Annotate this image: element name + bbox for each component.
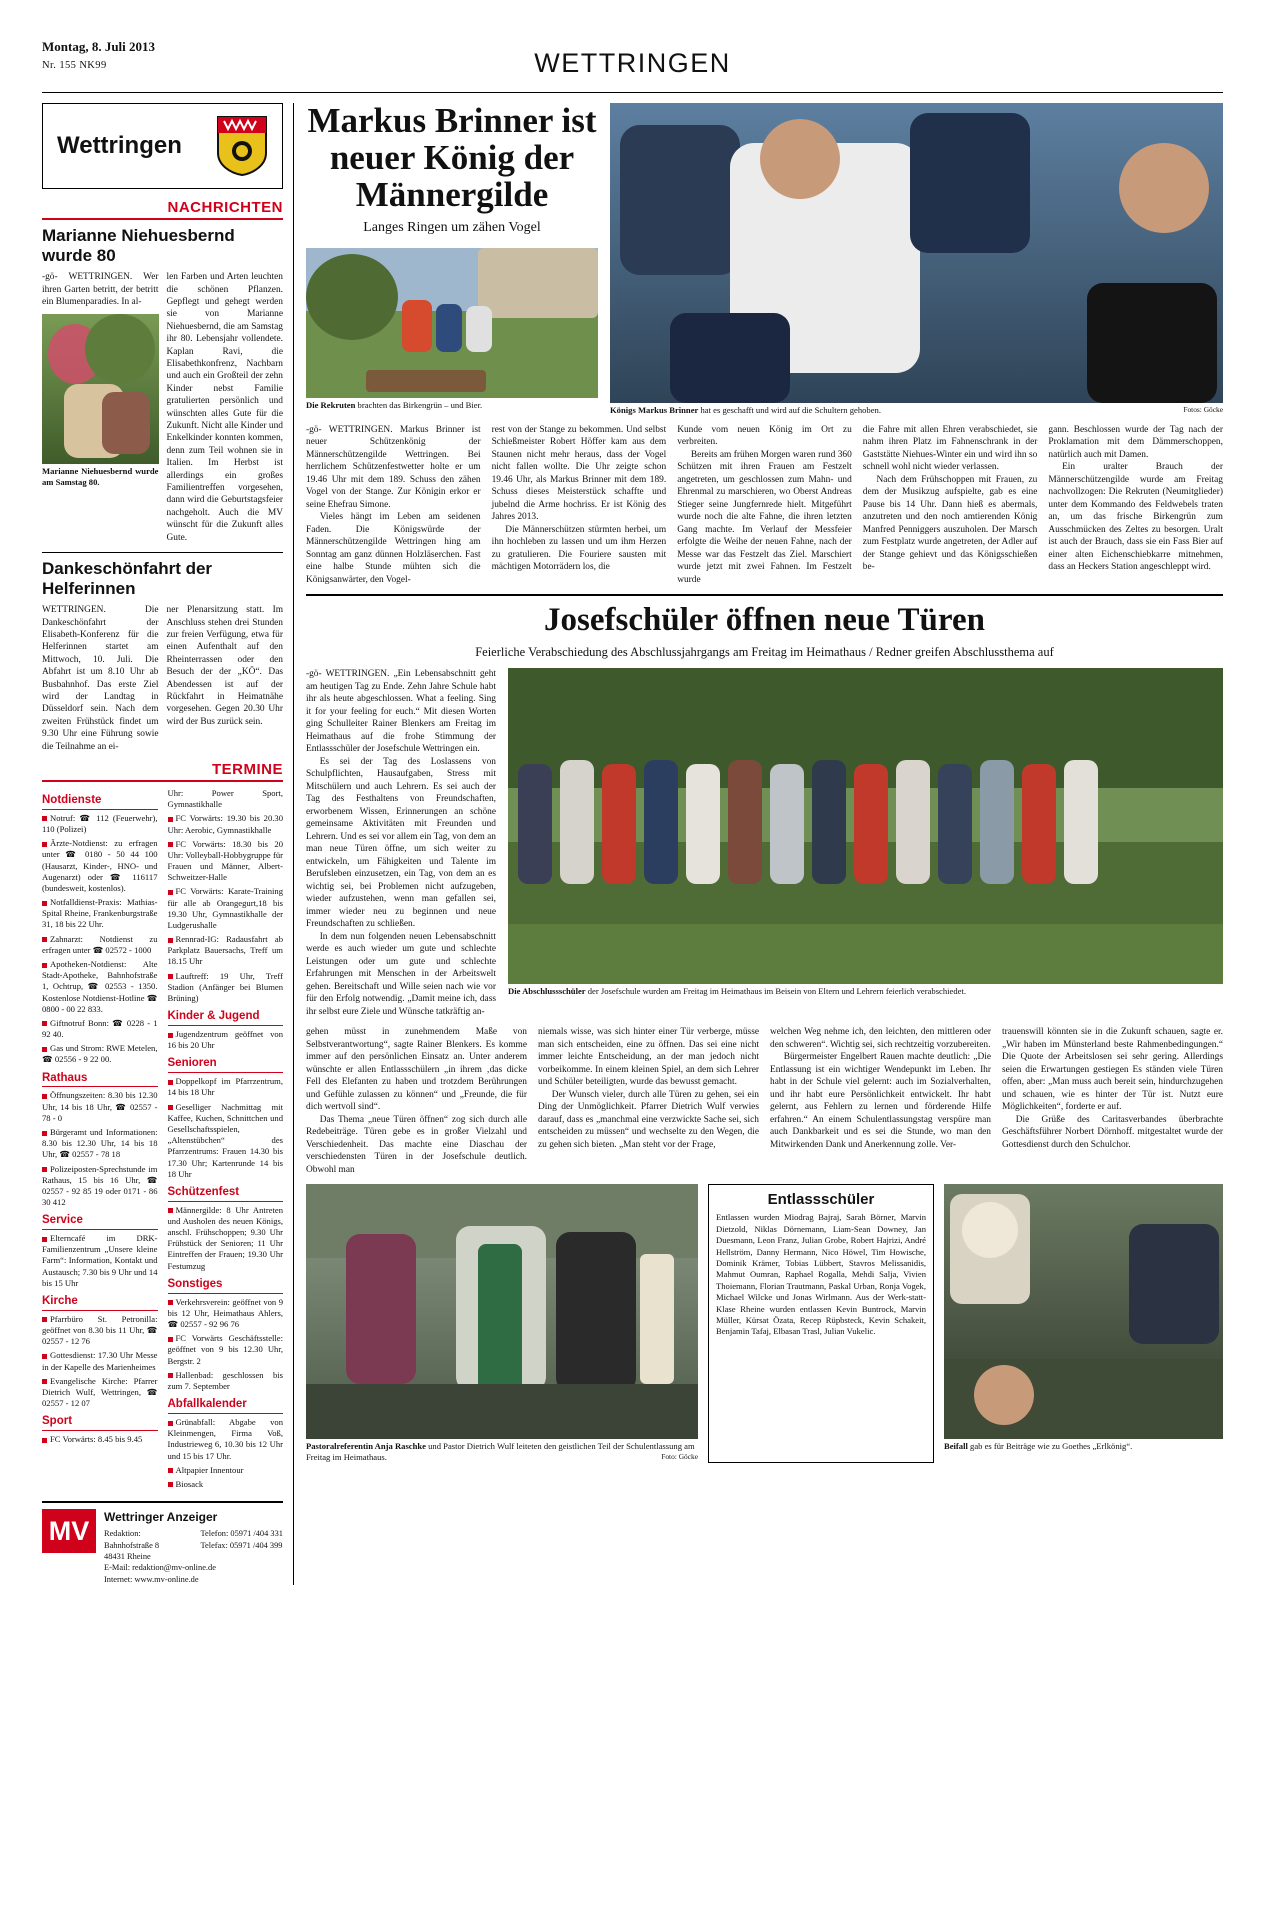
termine-c1-text-18: Sport [42,1415,73,1428]
entlassschueler-list: Entlassen wurden Miodrag Bajraj, Sarah Börner, Marvin Dietzold, Niklas Dörnemann, Liam-Sean Downey, Jan Duesmann, Leon Franz, Julian Grobe, Robert Hajrizi, André Hellström, Danny Hermann, Nico Höwel, Tim Howische, Dominik Krämer, Tobias Lübbert, Stavros Melissanidis, Mahmut Oumran, Raphael Rogalla, Mehdi Salja, Vivien Thoiemann, Florian Trautmann, Paskal Urban, Ronja Vogek, Michael Wilcke und Jonas Wirlmann. Aus der Werk-statt-Klase Rheine wurden entlassen Kevin Buntrock, Marvin Müller, Kürsat Özata, Recep Rüpbsteck, Kevin Schakeit, Benjamin Tafaj, Elbasan Trasl, Julian Vukelic. [716,1212,926,1337]
photo-gottesdienst [306,1184,698,1439]
main-article1-head-block [306,103,598,416]
termine-entry [42,1434,158,1445]
termine-c2-text-8: Senioren [167,1057,217,1070]
termine-c2-text-19: Altpapier Innentour [175,1464,244,1475]
bullet-square-icon [42,1131,47,1136]
termine-entry [168,1102,284,1180]
main-article1-col1 [306,424,481,587]
paragraph: -gö- WETTRINGEN. Markus Brinner ist neuer Schützenkönig der Männerschützengilde Wettringen. Bei herrlichem Schützenfestwetter holte er um 19.46 Uhr mit dem 189. Schuss den zähen Vogel von der Stange. Zur Königin erkor er seine Ehefrau Simone. [306,424,481,510]
paragraph: rest von der Stange zu bekommen. Und selbst Schießmeister Robert Höffer kam aus dem Staunen nicht mehr heraus, dass der Vogel nicht fallen wollte. Die Uhr zeigte schon 19.46 Uhr, als Markus Brinner mit dem 189. Schuss dieses Meisterstück schaffte und jubelnd die Arme hochriss. Er ist König des Jahres 2013. [491,424,667,523]
termine-c1-text-19: FC Vorwärts: 8.45 bis 9.45 [50,1434,143,1445]
imprint-web: Internet: www.mv-online.de [104,1574,199,1584]
main-article2-lead [306,668,496,1018]
bullet-square-icon [168,1482,173,1487]
termine-entry [42,1350,158,1372]
termine-c2-text-11: Schützenfest [167,1185,240,1198]
photo-koenig-caption [610,405,1223,416]
termine-columns [42,788,283,1493]
termine-entry [42,1043,158,1065]
main-article2-col4 [1002,1026,1223,1176]
termine-c2-text-9: Doppelkopf im Pfarrzentrum, 14 bis 18 Uhr [167,1076,283,1098]
issue-number: Nr. 155 NK99 [42,59,107,71]
bullet-square-icon [168,1300,173,1305]
paragraph: gann. Beschlossen wurde der Tag nach der Proklamation mit dem Dämmerschoppen, natürlich auch mit Damen. [1048,424,1223,460]
bullet-square-icon [42,1354,47,1359]
termine-entry [42,1018,158,1040]
left-article1-col2: len Farben und Arten leuchten die schönen Pflanzen. Gepflegt und gehegt werden sie von Marianne Niehuesbernd, die am Samstag ihr 80. Lebensjahr vollendete. Kaplan Ravi, die Elisabethkonfrenz, Nachbarn und auch ein Großteil der zehn Kinder nebst Familie gratulierten persönlich und wünschten alles Gute für die Zukunft. Nicht alle Kinder und Enkelkinder konnten kommen, denn zum Teil wohnen sie in Italien. Im Herbst ist allerdings ein großes Familientreffen vorgesehen, dann wird die Geburtstagsfeier nachgeholt. Auch die MV wünscht für die Zukunft alles Gute. [166,272,283,543]
bullet-square-icon [168,1208,173,1213]
paragraph: Es sei der Tag des Loslassens von Schulpflichten, Hausaufgaben, Stress mit Mitschülern und auch Lehrern. Es sei auch der Tag des Festhaltens von Freundschaften, erworbenem Wissen, Erinnerungen an schöne gemeinsame Aktivitäten mit Freunden und Lehrern. Und es sei vor allem ein Tag, von dem an man neue Türen öffne, um sich weiter zu entwickeln, um Fähigkeiten und Talente im Berufsleben einzusetzen, ein Tag, von dem an es wichtig sei, bei Problemen nicht aufzugeben, wieder aufzustehen, wenn man gefallen sei, immer wieder neu zu beginnen und neue Freundschaften zu schließen. [306,756,496,930]
photo-marianne-caption [42,466,159,487]
main-article1-col2 [492,424,667,587]
photo-erlkoenig-caption [944,1441,1223,1452]
termine-entry [168,1205,284,1272]
bullet-square-icon [42,842,47,847]
photo-rekruten [306,248,598,398]
photo-marianne-caption-bold: Marianne Niehuesbernd wurde am Samstag 80. [42,466,159,488]
termine-entry [42,838,158,894]
left-article1-col1 [42,271,159,544]
photo-gottesdienst-caption-text: und Pastor Dietrich Wulf leiteten den geistlichen Teil der Schulentlassung am Freitag im Heimathaus. [306,1441,695,1462]
paragraph: die Fahre mit allen Ehren verabschiedet, sie nahm ihren Platz im Fahnenschrank in der Gaststätte Niehues-Winter ein und wird ihn so schnell wohl nicht wieder verlassen. [862,424,1038,473]
mv-logo: MV [42,1509,96,1553]
termine-entry [168,1333,284,1367]
paragraph: Die Grüße des Caritasverbandes überbrachte Geschäftsführer Norbert Dörnhoff. mitgestaltet wurde der Gottesdienst durch den Schulchor. [1002,1114,1223,1150]
termine-subheading [42,1414,158,1431]
photo-gottesdienst-credit: Foto: Göcke [661,1451,698,1461]
termine-entry [168,1076,284,1098]
paragraph: Ein uralter Brauch der Männerschützengilde wurde am Freitag nachvollzogen: Die Rekruten (Neumitglieder) unter dem Kommando des Feldwebels traten an, um das frische Birkengrün zum Ausschmücken des Zeltes zu besorgen. Uralt ist auch der Brauch, dass sie ein Fass Bier auf einer alten Eichenschiebkarre mitnehmen, dass an Heckers Station angeschleppt wird. [1048,462,1223,573]
termine-c2-text-16: Hallenbad: geschlossen bis zum 7. September [167,1369,283,1391]
termine-c1-text-17: Evangelische Kirche: Pfarrer Dietrich Wulf, Wettringen, ☎ 02557 - 12 07 [42,1375,158,1409]
photo-rekruten-caption [306,400,598,411]
termine-c1-text-11: Polizeiposten-Sprechstunde im Rathaus, 15 bis 16 Uhr, ☎ 02557 - 92 85 19 oder 0171 - 86 30 412 [42,1163,158,1208]
termine-entry [168,1029,284,1051]
left-divider-1 [42,552,283,553]
paragraph: Vieles hängt im Leben am seidenen Faden. Die Königswürde der Männerschützengilde Wettringen hing am Sonntag am ganz dünnen Holzläserchen. Fast eine halbe Stunde mühten sich die Königsanwärter, den Vogel- [306,512,481,585]
imprint [42,1501,283,1585]
main-bottom-row [306,1184,1223,1462]
main-article1-top [306,103,1223,416]
termine-column-2 [168,788,284,1493]
termine-c2-text-17: Abfallkalender [167,1398,247,1411]
termine-c1-text-13: Elterncafé im DRK-Familienzentrum „Unsere kleine Farm“: Information, Kontakt und Austausch; 7.30 bis 9 Uhr und 14 bis 15 Uhr [42,1233,158,1288]
photo-erlkoenig-caption-bold: Beifall [944,1441,968,1452]
termine-entry [168,886,284,931]
main-article1-col4 [863,424,1038,587]
termine-c2-text-12: Männergilde: 8 Uhr Antreten und Ausholen des neuen Königs, anschl. Frühschoppen; 9.30 Uhr Frühstück der Senioren; 11 Uhr Eintreffen der Frauen; 19.30 Uhr Festumzug [167,1204,283,1271]
termine-entry [168,839,284,884]
main-article2-col1 [306,1026,527,1176]
termine-subheading [42,1071,158,1088]
termine-c1-text-16: Gottesdienst: 17.30 Uhr Messe in der Kapelle des Marienheimes [42,1350,158,1372]
masthead-rule [42,92,1223,93]
termine-c2-text-3: FC Vorwärts: Karate-Training für alle ab Orangegurt,18 bis 19.30 Uhr, Gymnastikhalle der Ludgerushalle [167,886,283,930]
termine-subheading [42,1294,158,1311]
termine-c2-text-1: FC Vorwärts: 19.30 bis 20.30 Uhr: Aerobic, Gymnastikhalle [167,813,283,835]
bullet-square-icon [42,1237,47,1242]
main-article1-subhead: Langes Ringen um zähen Vogel [363,220,541,236]
photo-abschluss-caption-text: der Josefschule wurden am Freitag im Heimathaus im Beisein von Eltern und Lehrern feierlich verabschiedet. [585,986,966,997]
bullet-square-icon [42,1317,47,1322]
bullet-square-icon [42,1094,47,1099]
termine-entry [42,959,158,1015]
termine-c2-text-20: Biosack [175,1478,204,1489]
imprint-text [104,1509,283,1585]
main-article2-photo-block [508,668,1223,1018]
termine-column-1 [42,788,158,1493]
photo-erlkoenig-caption-text: gab es für Beiträge wie zu Goethes „Erlkönig“. [967,1441,1133,1452]
photo-gottesdienst-caption-bold: Pastoralreferentin Anja Raschke [306,1441,426,1452]
termine-c2-text-13: Sonstiges [167,1277,223,1290]
bullet-square-icon [42,1438,47,1443]
bullet-square-icon [42,816,47,821]
termine-c2-text-7: Jugendzentrum geöffnet von 16 bis 20 Uhr [167,1029,283,1051]
termine-c1-text-15: Pfarrbüro St. Petronilla: geöffnet von 8.30 bis 11 Uhr, ☎ 02557 - 12 76 [42,1313,158,1347]
main-article1-body [306,424,1223,587]
left-article1-headline: Marianne Niehuesbernd wurde 80 [42,226,235,265]
bullet-square-icon [42,963,47,968]
termine-entry [168,1417,284,1462]
paragraph: Nach dem Frühschoppen mit Frauen, zu dem der Musikzug aufspielte, gab es eine Pause bis 14 Uhr. Dann hieß es abermals, anzutreten und den noch amtierenden König Manfred Penniggers auszuholen. Der Marsch zum Festplatz wurde angetreten, der Adler auf der Stange gehievt und das Königsschießen be- [862,474,1038,573]
termine-entry [168,813,284,835]
bullet-square-icon [42,901,47,906]
termine-c1-text-3: Notfalldienst-Praxis: Mathias-Spital Rheine, Frankenburgstraße 31, 18 bis 22 Uhr. [42,897,158,930]
termine-subheading [168,1397,284,1414]
photo-gottesdienst-caption [306,1441,698,1462]
termine-subheading [168,1277,284,1294]
termine-entry [42,813,158,835]
termine-entry [168,971,284,1005]
termine-entry [168,1479,284,1490]
main-article2-col3 [770,1026,991,1176]
termine-c2-text-5: Lauftreff: 19 Uhr, Treff Stadion (Anfänger bei Blumen Brüning) [167,970,283,1003]
section-termine-heading: TERMINE [42,761,283,782]
bullet-square-icon [168,1468,173,1473]
termine-c1-text-7: Gas und Strom: RWE Metelen, ☎ 02556 - 9 22 00. [42,1043,158,1065]
main-divider [306,594,1223,596]
left-article2-body [42,604,283,753]
termine-subheading [168,1056,284,1073]
main-article1-col3 [677,424,852,587]
left-article2-col2: ner Plenarsitzung statt. Im Anschluss stehen drei Stunden zur freien Verfügung, etwa für einen Aufenthalt auf den Rheinterrassen oder den Besuch der der „KÖ“. Das Abendessen ist auf der Rückfahrt in Heimatnähe vorgesehen. Gegen 20.30 Uhr wird der Bus zurück sein. [166,605,283,727]
village-banner [42,103,283,189]
page-title: WETTRINGEN [534,48,731,78]
photo-rekruten-caption-bold: Die Rekruten [306,400,356,411]
photo-koenig-credit: Fotos: Göcke [1183,405,1223,414]
photo-koenig-caption-text: hat es geschafft und wird auf die Schultern gehoben. [698,405,881,415]
termine-c1-text-2: Ärzte-Notdienst: zu erfragen unter ☎ 0180 - 50 44 100 (Hausarzt, Kinder-, HNO- und Augenarzt) oder ☎ 116117 (bundesweit, kostenlos). [42,838,158,893]
bullet-square-icon [42,1021,47,1026]
photo-rekruten-caption-text: brachten das Birkengrün – und Bier. [355,400,483,411]
imprint-line3: 48431 Rheine [104,1551,151,1561]
photo-abschluss-caption-bold: Die Abschlussschüler [508,986,586,997]
paragraph: In dem nun folgenden neuen Lebensabschnitt werde es auch wieder um gute und schlechte Leistungen oder um gute und schlechte Erfahrungen mit Menschen in der Arbeitswelt gehen. Bereitschaft und Wille seien nach wie vor für den Erfolg notwendig. „Damit meine ich, dass ihr selbst eure Ziele und Wünsche tatkräftig an- [306,931,496,1017]
bullet-square-icon [168,817,173,822]
bullet-square-icon [168,1105,173,1110]
left-article1-col1-text: -gö- WETTRINGEN. Wer ihren Garten betritt, der betritt ein Blumenparadies. In al- [42,272,159,307]
termine-subheading [42,1213,158,1230]
left-article2-headline: Dankeschönfahrt der Helferinnen [42,559,213,598]
termine-c1-text-5: Apotheken-Notdienst: Alte Stadt-Apotheke, Bahnhofstraße 1, Ochtrup, ☎ 02553 - 1350. Kostenlose Notdienst-Hotline ☎ 0800 - 00 22 833. [42,959,158,1014]
termine-c1-text-6: Giftnotruf Bonn: ☎ 0228 - 1 92 40. [42,1017,158,1040]
bullet-square-icon [168,938,173,943]
paragraph: Bereits am frühen Morgen waren rund 360 Schützen mit ihren Frauen am Festzelt angetreten, um geschlossen zum Mahn- und Ehrenmal zu marschieren, wo Oberst Andreas Stieger seine Jungfernrede hielt. Mitgeführt wurde noch die alte Fahne, die ihren letzten Gang machte. Im Verlauf der Messfeier erfolgte die Weihe der neuen Fahne, nach der Messe war das Festzelt das Ziel. Marschiert wurde jetzt mit zwei Fahnen. Im Festzelt wurde [677,449,852,585]
termine-c2-text-4: Rennrad-IG: Radausfahrt ab Parkplatz Bauersachs, Treff um 18.15 Uhr [167,934,283,967]
village-name: Wettringen [57,132,182,159]
termine-subheading [168,1185,284,1202]
entlassschueler-box [708,1184,934,1462]
termine-c1-text-4: Zahnarzt: Notdienst zu erfragen unter ☎ 02572 - 1000 [42,933,158,955]
bullet-square-icon [168,1337,173,1342]
termine-entry [42,1164,158,1209]
termine-c2-text-6: Kinder & Jugend [167,1010,260,1023]
paragraph: gehen müsst in zunehmendem Maße von Selbstverantwortung“, sagte Rainer Blenkers. Es komme immer auf den persönlichen Einsatz an. Unter anderem wünschte er allen Entlassschülern „in ihrem ‚das dicke Fell des Elefanten zu haben und trotzdem Berührungen und Gefühle zulassen zu können“ und „Freunde, die für dich wertvoll sind“. [306,1027,527,1113]
termine-subheading [168,1009,284,1026]
termine-entry [42,897,158,931]
main-article2-body [306,1026,1223,1176]
paragraph: Bürgermeister Engelbert Rauen machte deutlich: „Die Entlassung ist ein wichtiger Wendepunkt im Leben. Ihr habt in der Schule viel gelernt: auch im Sozialverhalten, und ihr habt eure Persönlichkeit entwickelt. Ihr habt gelernt, aus Fehlern zu lernen und förderende Hilfe erfahren.“ An einem Schulentlassungstag verspüre man auch Dankbarkeit und es sei die Stunde, wo man den Mitwirkenden Dank und Anerkennung zolle. Ver- [770,1052,991,1150]
termine-entry [42,1376,158,1410]
termine-c2-text-18: Grünabfall: Abgabe von Kleinmengen, Firma Voß, Industrieweg 6, 10.30 bis 12 Uhr und 15 bis 17 Uhr. [167,1417,283,1461]
main-article1-photo-block [610,103,1223,416]
bullet-square-icon [42,1047,47,1052]
imprint-line2: Bahnhofstraße 8 [104,1540,160,1550]
paragraph: Das Thema „neue Türen öffnen“ zog sich durch alle Redebeiträge. Türen gebe es in großer Vielzahl und Verschiedenheit. Das machte eine Diaschau der verschiedensten Türen in der Josefschule deutlich. Obwohl man [306,1114,527,1175]
section-nachrichten-heading: NACHRICHTEN [42,199,283,220]
bullet-square-icon [168,1080,173,1085]
left-article2-col1: WETTRINGEN. Die Dankeschönfahrt der Elisabeth-Konferenz für die Helferinnen startet am Mittwoch, 10. Juli. Die Abfahrt ist um 8.10 Uhr ab Busbahnhof. Das erste Ziel wird der Landtag in Düsseldorf sein. Nach dem zweiten Frühstück findet um 9.30 Uhr eine Führung sowie die Teilnahme an ei- [42,605,159,752]
termine-subheading [42,793,158,810]
termine-entry [168,1297,284,1331]
termine-c1-text-9: Öffnungszeiten: 8.30 bis 12.30 Uhr, 14 bis 18 Uhr, ☎ 02557 - 78 - 0 [42,1090,158,1123]
termine-entry [42,1233,158,1289]
termine-c1-text-14: Kirche [42,1295,78,1307]
bullet-square-icon [42,1167,47,1172]
termine-entry [42,934,158,956]
termine-entry [42,1090,158,1124]
imprint-phone: Telefon: 05971 /404 331 [200,1529,283,1539]
termine-entry [168,788,284,810]
bullet-square-icon [42,1379,47,1384]
termine-entry [42,1127,158,1161]
bullet-square-icon [168,1033,173,1038]
photo-erlkoenig [944,1184,1223,1439]
termine-c2-text-14: Verkehrsverein: geöffnet von 9 bis 12 Uhr, Heimathaus Ahlers, ☎ 02557 - 92 96 76 [167,1296,283,1330]
termine-entry [42,1314,158,1348]
bottom-right-photo-block [944,1184,1223,1462]
photo-marianne [42,314,159,464]
termine-c2-text-10: Geselliger Nachmittag mit Kaffee, Kuchen, Schnittchen und Gesellschaftsspielen, „Altenstübchen“ des Pfarrzentrums: Frauen 14.30 bis 17.30 Uhr; Kartenrunde 14 bis 18 Uhr [167,1101,283,1179]
paragraph: -gö- WETTRINGEN. „Ein Lebensabschnitt geht am heutigen Tag zu Ende. Zehn Jahre Schule habt ihr als heute abgeschlossen. What a feeling. Sing it for your feeling for euch.“ Mit diesen Worten ging Schulleiter Rainer Blenkers am Freitag im Heimathaus auf die frohe Stimmung der Entlassschüler der Josefschule Wettringen ein. [306,669,496,755]
bullet-square-icon [168,1373,173,1378]
paragraph: trauenswill könnten sie in die Zukunft schauen, sagte er. „Wir haben im Münsterland beste Rahmenbedingungen.“ Die Quote der Arbeitslosen sei sehr gering. Allerdings seien die Erwartungen gestiegen Es ständen viele Türen offen, aber: „Man muss auch bereit sein, hindurchzugehen und schauen, wie es hinter der Tür ist. Nutzt eure Möglichkeiten“, forderte er auf. [1002,1027,1223,1113]
termine-c2-text-15: FC Vorwärts Geschäftsstelle: geöffnet von 9 bis 12.30 Uhr, Bergstr. 2 [167,1333,283,1366]
paragraph: welchen Weg nehme ich, den leichten, den mittleren oder den schweren“. Wichtig sei, sich rechtzeitig vorzubereiten. [770,1027,991,1050]
photo-koenig-brinner [610,103,1223,403]
bullet-square-icon [42,937,47,942]
main-article2-top [306,668,1223,1018]
main-article2-headline: Josefschüler öffnen neue Türen [544,602,985,639]
termine-c1-text-8: Rathaus [42,1071,88,1084]
imprint-title: Wettringer Anzeiger [104,1510,218,1525]
bullet-square-icon [168,890,173,895]
paragraph: Kunde vom neuen König im Ort zu verbreiten. [677,424,852,448]
termine-entry [168,1465,284,1476]
bullet-square-icon [168,1421,173,1426]
page-columns [42,103,1223,1585]
masthead [42,38,1223,90]
main-article1-col5 [1048,424,1223,587]
bottom-photo-block [306,1184,698,1462]
termine-c1-text-0: Notdienste [42,794,102,806]
termine-entry [168,1370,284,1392]
photo-koenig-caption-bold: Königs Markus Brinner [610,405,699,415]
termine-c1-text-12: Service [42,1214,83,1227]
left-column [42,103,294,1585]
photo-abschluss-caption [508,986,1223,997]
termine-c2-text-2: FC Vorwärts: 18.30 bis 20 Uhr: Volleyball-Hobbygruppe für Frauen und Männer, Albert-Schweitzer-Halle [167,838,283,883]
main-article2-subhead: Feierliche Verabschiedung des Abschlussjahrgangs am Freitag im Heimathaus / Redner greifen Abschlussthema auf [475,645,1054,660]
paragraph: Die Männerschützen stürmten herbei, um ihn hochleben zu lassen und um ihm Herzen zu gratulieren. Die Fouriere sausten mit mächtigen Motorrädern los, die [491,524,667,573]
termine-c1-text-1: Notruf: ☎ 112 (Feuerwehr), 110 (Polizei) [42,812,158,835]
main-article2-col2 [538,1026,759,1176]
termine-c1-text-10: Bürgeramt und Informationen: 8.30 bis 12.30 Uhr, 14 bis 18 Uhr, ☎ 02557 - 78 18 [42,1127,158,1160]
bullet-square-icon [168,842,173,847]
coat-of-arms-icon [216,115,268,177]
termine-entry [168,934,284,968]
paragraph: niemals wisse, was sich hinter einer Tür verberge, müsse man sich entscheiden, eine zu öffnen. Das sei eine nicht immer leichte Entscheidung, an der man jedoch nicht vorbeikomme. In einem kleinen Spiel, an dem sich Lehrer und Schüler beteiligten, wurde das bewusst gemacht. [538,1027,759,1088]
main-article1-headline: Markus Brinner ist neuer König der Männergilde [307,101,597,214]
imprint-fax: Telefax: 05971 /404 399 [200,1540,283,1550]
imprint-email: E-Mail: redaktion@mv-online.de [104,1563,216,1573]
termine-c2-text-0: Uhr: Power Sport, Gymnastikhalle [167,788,283,810]
main-column [294,103,1223,1585]
left-article1-body [42,271,283,544]
paragraph: Der Wunsch vieler, durch alle Türen zu gehen, sei ein Ding der Unmöglichkeit. Pfarrer Dietrich Wulf verwies darauf, dass es „manchmal eine verzwickte Sache sei, sich entscheiden zu müssen“ und wechselte zu den Wegen, die zu gehen sich bieten. „Man steht vor der Frage, [538,1089,759,1150]
issue-date: Montag, 8. Juli 2013 [42,39,156,54]
imprint-line1: Redaktion: [104,1529,141,1539]
photo-abschlussschueler [508,668,1223,984]
entlassschueler-heading: Entlassschüler [767,1191,875,1209]
bullet-square-icon [168,974,173,979]
